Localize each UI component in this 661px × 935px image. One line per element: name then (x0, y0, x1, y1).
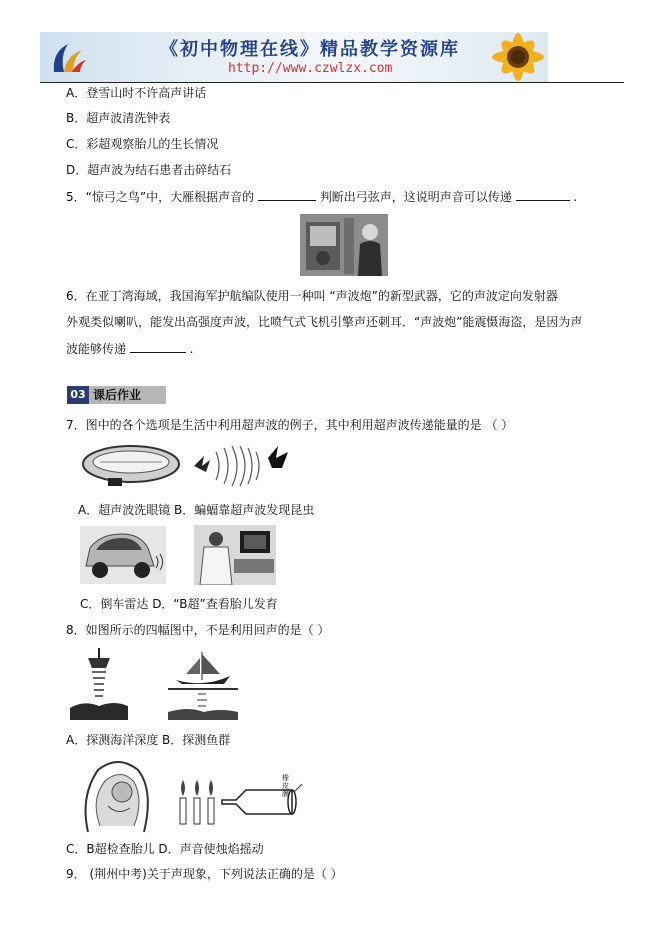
q5-text-1: 5．“惊弓之鸟”中，大雁根据声音的 (66, 190, 255, 204)
q5-blank-1[interactable] (258, 188, 316, 201)
q7-figure-b-bat (190, 438, 294, 494)
q4-option-a: A．登雪山时不许高声讲话 (66, 86, 207, 100)
q6-line-2: 外观类似喇叭，能发出高强度声波，比喷气式飞机引擎声还刺耳．“声波炮”能震慑海盗，是因为声 (66, 315, 583, 329)
q7-figure-a-ultrasonic-cleaner (80, 440, 182, 492)
q4-option-d: D．超声波为结石患者击碎结石 (66, 163, 232, 177)
header-rule (40, 82, 624, 83)
q5-text-2: 判断出弓弦声，这说明声音可以传递 (319, 190, 512, 204)
q5-text-3: . (573, 190, 578, 204)
q8-options-cd: C．B超检查胎儿 D．声音使烛焰摇动 (66, 842, 264, 856)
q8-options-ab: A．探测海洋深度 B．探测鱼群 (66, 733, 231, 747)
q4-option-b: B．超声波清洗钟表 (66, 111, 171, 125)
q6-line-1: 6．在亚丁湾海域，我国海军护航编队使用一种叫 “声波炮”的新型武器，它的声波定向发射器 (66, 289, 558, 303)
q7-options-ab: A．超声波洗眼镜 B．蝙蝠靠超声波发现昆虫 (78, 503, 315, 517)
q8-figure-a-ocean-depth (70, 648, 128, 720)
q8-figure-d-candles (174, 774, 314, 826)
q8-figure-b-fish-school (168, 648, 238, 720)
banner-title: 《初中物理在线》精品教学资源库 (160, 39, 460, 60)
q6-text-1: 波能够传递 (66, 342, 127, 356)
banner-url: http://www.czwlzx.com (228, 61, 393, 76)
q5-blank-2[interactable] (516, 188, 570, 201)
q8-figure-c-fetus-ultrasound (78, 756, 156, 834)
q7-options-cd: C．倒车雷达 D．“B超”查看胎儿发育 (80, 597, 278, 611)
q7-stem: 7．图中的各个选项是生活中利用超声波的例子，其中利用超声波传递能量的是 （ ） (66, 418, 514, 432)
q4-option-c: C．彩超观察胎儿的生长情况 (66, 137, 219, 151)
section-number: 03 (67, 386, 89, 404)
membrane-label: 橡皮膜 (282, 774, 289, 798)
q6-line-3 (66, 340, 194, 357)
question-5 (66, 188, 577, 205)
logo-icon (48, 38, 88, 78)
header-banner (40, 32, 548, 82)
q7-figure-d-ultrasound (194, 525, 276, 585)
q6-text-2: . (189, 342, 194, 356)
section-title: 课后作业 (93, 388, 142, 402)
q9-stem: 9． (荆州中考)关于声现象，下列说法正确的是（ ） (66, 867, 343, 881)
q8-stem: 8．如图所示的四幅图中，不是利用回声的是（ ） (66, 623, 330, 637)
sunflower-icon (488, 32, 548, 82)
q7-figure-c-car (80, 526, 166, 584)
section-badge (67, 386, 166, 404)
q6-blank[interactable] (130, 340, 186, 353)
q5-photo (300, 214, 388, 276)
